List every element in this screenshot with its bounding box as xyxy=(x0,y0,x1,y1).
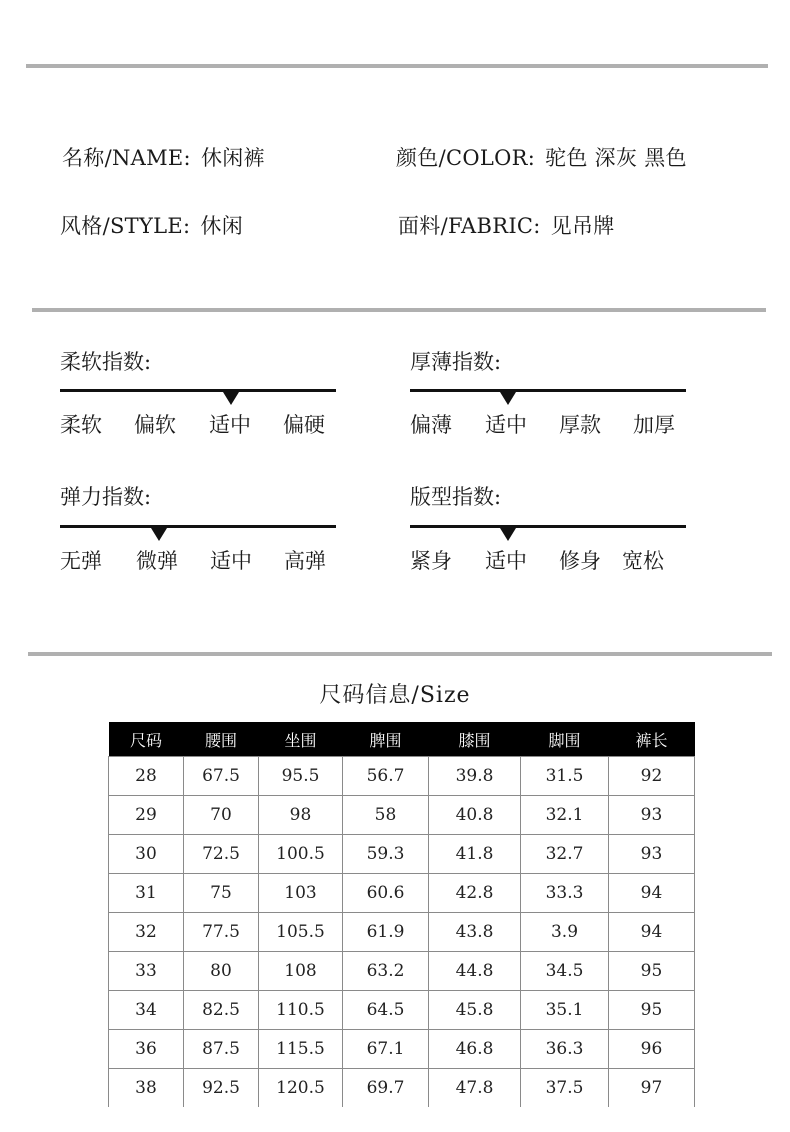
table-row xyxy=(109,913,695,952)
table-cell: 94 xyxy=(609,913,695,952)
table-row xyxy=(109,796,695,835)
header-length: 裤长 xyxy=(609,722,695,757)
table-cell: 87.5 xyxy=(184,1030,259,1069)
header-thigh: 脾围 xyxy=(343,722,429,757)
table-cell: 43.8 xyxy=(429,913,521,952)
table-cell: 75 xyxy=(184,874,259,913)
table-cell: 47.8 xyxy=(429,1069,521,1108)
fit-index-title: 版型指数: xyxy=(410,485,502,509)
table-cell: 93 xyxy=(609,796,695,835)
table-cell: 67.5 xyxy=(184,757,259,796)
size-title: 尺码信息/Size xyxy=(319,683,471,708)
scale-bar xyxy=(410,389,686,392)
header-waist: 腰围 xyxy=(184,722,259,757)
fabric-field xyxy=(398,210,615,240)
table-cell: 92 xyxy=(609,757,695,796)
table-cell: 120.5 xyxy=(259,1069,343,1108)
header-hip: 坐围 xyxy=(259,722,343,757)
table-row xyxy=(109,757,695,796)
scale-option: 加厚 xyxy=(633,413,675,437)
table-cell: 46.8 xyxy=(429,1030,521,1069)
table-cell: 94 xyxy=(609,874,695,913)
table-cell: 33 xyxy=(109,952,184,991)
selected-marker-icon xyxy=(500,392,516,405)
table-cell: 77.5 xyxy=(184,913,259,952)
table-cell: 92.5 xyxy=(184,1069,259,1108)
fabric-value: 见吊牌 xyxy=(550,214,615,238)
color-label: 颜色/COLOR: xyxy=(396,146,536,170)
selected-marker-icon xyxy=(151,528,167,541)
table-cell: 31 xyxy=(109,874,184,913)
table-cell: 70 xyxy=(184,796,259,835)
table-cell: 3.9 xyxy=(521,913,609,952)
table-cell: 31.5 xyxy=(521,757,609,796)
table-cell: 45.8 xyxy=(429,991,521,1030)
table-cell: 110.5 xyxy=(259,991,343,1030)
table-cell: 95 xyxy=(609,952,695,991)
table-cell: 42.8 xyxy=(429,874,521,913)
size-table xyxy=(108,722,695,1107)
scale-option: 偏软 xyxy=(134,413,176,437)
softness-index-title: 柔软指数: xyxy=(60,350,152,374)
table-row xyxy=(109,952,695,991)
style-value: 休闲 xyxy=(200,214,243,238)
scale-option: 无弹 xyxy=(60,549,102,573)
scale-option: 高弹 xyxy=(284,549,326,573)
table-cell: 67.1 xyxy=(343,1030,429,1069)
mid-divider xyxy=(32,308,766,312)
table-cell: 39.8 xyxy=(429,757,521,796)
table-cell: 36.3 xyxy=(521,1030,609,1069)
table-cell: 93 xyxy=(609,835,695,874)
table-cell: 61.9 xyxy=(343,913,429,952)
table-cell: 59.3 xyxy=(343,835,429,874)
scale-option: 厚款 xyxy=(559,413,601,437)
name-field xyxy=(62,142,265,172)
table-cell: 115.5 xyxy=(259,1030,343,1069)
table-cell: 69.7 xyxy=(343,1069,429,1108)
table-row xyxy=(109,1069,695,1108)
thickness-index-title: 厚薄指数: xyxy=(410,350,502,374)
table-cell: 58 xyxy=(343,796,429,835)
scale-bar xyxy=(60,525,336,528)
table-cell: 29 xyxy=(109,796,184,835)
header-size: 尺码 xyxy=(109,722,184,757)
scale-option: 适中 xyxy=(485,413,527,437)
table-cell: 32 xyxy=(109,913,184,952)
table-cell: 103 xyxy=(259,874,343,913)
fabric-label: 面料/FABRIC: xyxy=(398,214,541,238)
table-cell: 32.7 xyxy=(521,835,609,874)
table-row xyxy=(109,874,695,913)
header-leg-opening: 脚围 xyxy=(521,722,609,757)
name-value: 休闲裤 xyxy=(200,146,265,170)
scale-bar xyxy=(410,525,686,528)
table-cell: 44.8 xyxy=(429,952,521,991)
table-cell: 28 xyxy=(109,757,184,796)
table-row xyxy=(109,1030,695,1069)
table-row xyxy=(109,991,695,1030)
elasticity-index-title: 弹力指数: xyxy=(60,485,152,509)
scale-option: 偏薄 xyxy=(410,413,452,437)
style-field xyxy=(60,210,243,240)
table-cell: 60.6 xyxy=(343,874,429,913)
color-field xyxy=(396,142,687,172)
table-cell: 97 xyxy=(609,1069,695,1108)
scale-option: 适中 xyxy=(485,549,527,573)
selected-marker-icon xyxy=(500,528,516,541)
table-cell: 72.5 xyxy=(184,835,259,874)
scale-option: 微弹 xyxy=(136,549,178,573)
table-cell: 98 xyxy=(259,796,343,835)
table-cell: 41.8 xyxy=(429,835,521,874)
size-divider xyxy=(28,652,772,656)
table-cell: 95.5 xyxy=(259,757,343,796)
scale-bar xyxy=(60,389,336,392)
scale-option: 偏硬 xyxy=(283,413,325,437)
scale-option: 适中 xyxy=(209,413,251,437)
scale-option: 修身 xyxy=(559,549,601,573)
name-label: 名称/NAME: xyxy=(62,146,191,170)
scale-option: 宽松 xyxy=(622,549,664,573)
table-row xyxy=(109,835,695,874)
style-label: 风格/STYLE: xyxy=(60,214,191,238)
table-cell: 32.1 xyxy=(521,796,609,835)
top-divider xyxy=(26,64,768,68)
scale-option: 紧身 xyxy=(410,549,452,573)
table-cell: 34.5 xyxy=(521,952,609,991)
table-cell: 33.3 xyxy=(521,874,609,913)
table-cell: 34 xyxy=(109,991,184,1030)
color-value: 驼色 深灰 黑色 xyxy=(545,146,687,170)
table-cell: 95 xyxy=(609,991,695,1030)
table-cell: 82.5 xyxy=(184,991,259,1030)
table-cell: 40.8 xyxy=(429,796,521,835)
scale-option: 柔软 xyxy=(60,413,102,437)
table-cell: 36 xyxy=(109,1030,184,1069)
selected-marker-icon xyxy=(223,392,239,405)
table-cell: 35.1 xyxy=(521,991,609,1030)
table-cell: 56.7 xyxy=(343,757,429,796)
table-cell: 30 xyxy=(109,835,184,874)
table-cell: 105.5 xyxy=(259,913,343,952)
table-cell: 64.5 xyxy=(343,991,429,1030)
table-cell: 100.5 xyxy=(259,835,343,874)
scale-option: 适中 xyxy=(210,549,252,573)
table-cell: 80 xyxy=(184,952,259,991)
table-cell: 37.5 xyxy=(521,1069,609,1108)
table-cell: 63.2 xyxy=(343,952,429,991)
table-cell: 38 xyxy=(109,1069,184,1108)
table-cell: 96 xyxy=(609,1030,695,1069)
header-knee: 膝围 xyxy=(429,722,521,757)
table-header-row xyxy=(109,722,695,757)
table-cell: 108 xyxy=(259,952,343,991)
